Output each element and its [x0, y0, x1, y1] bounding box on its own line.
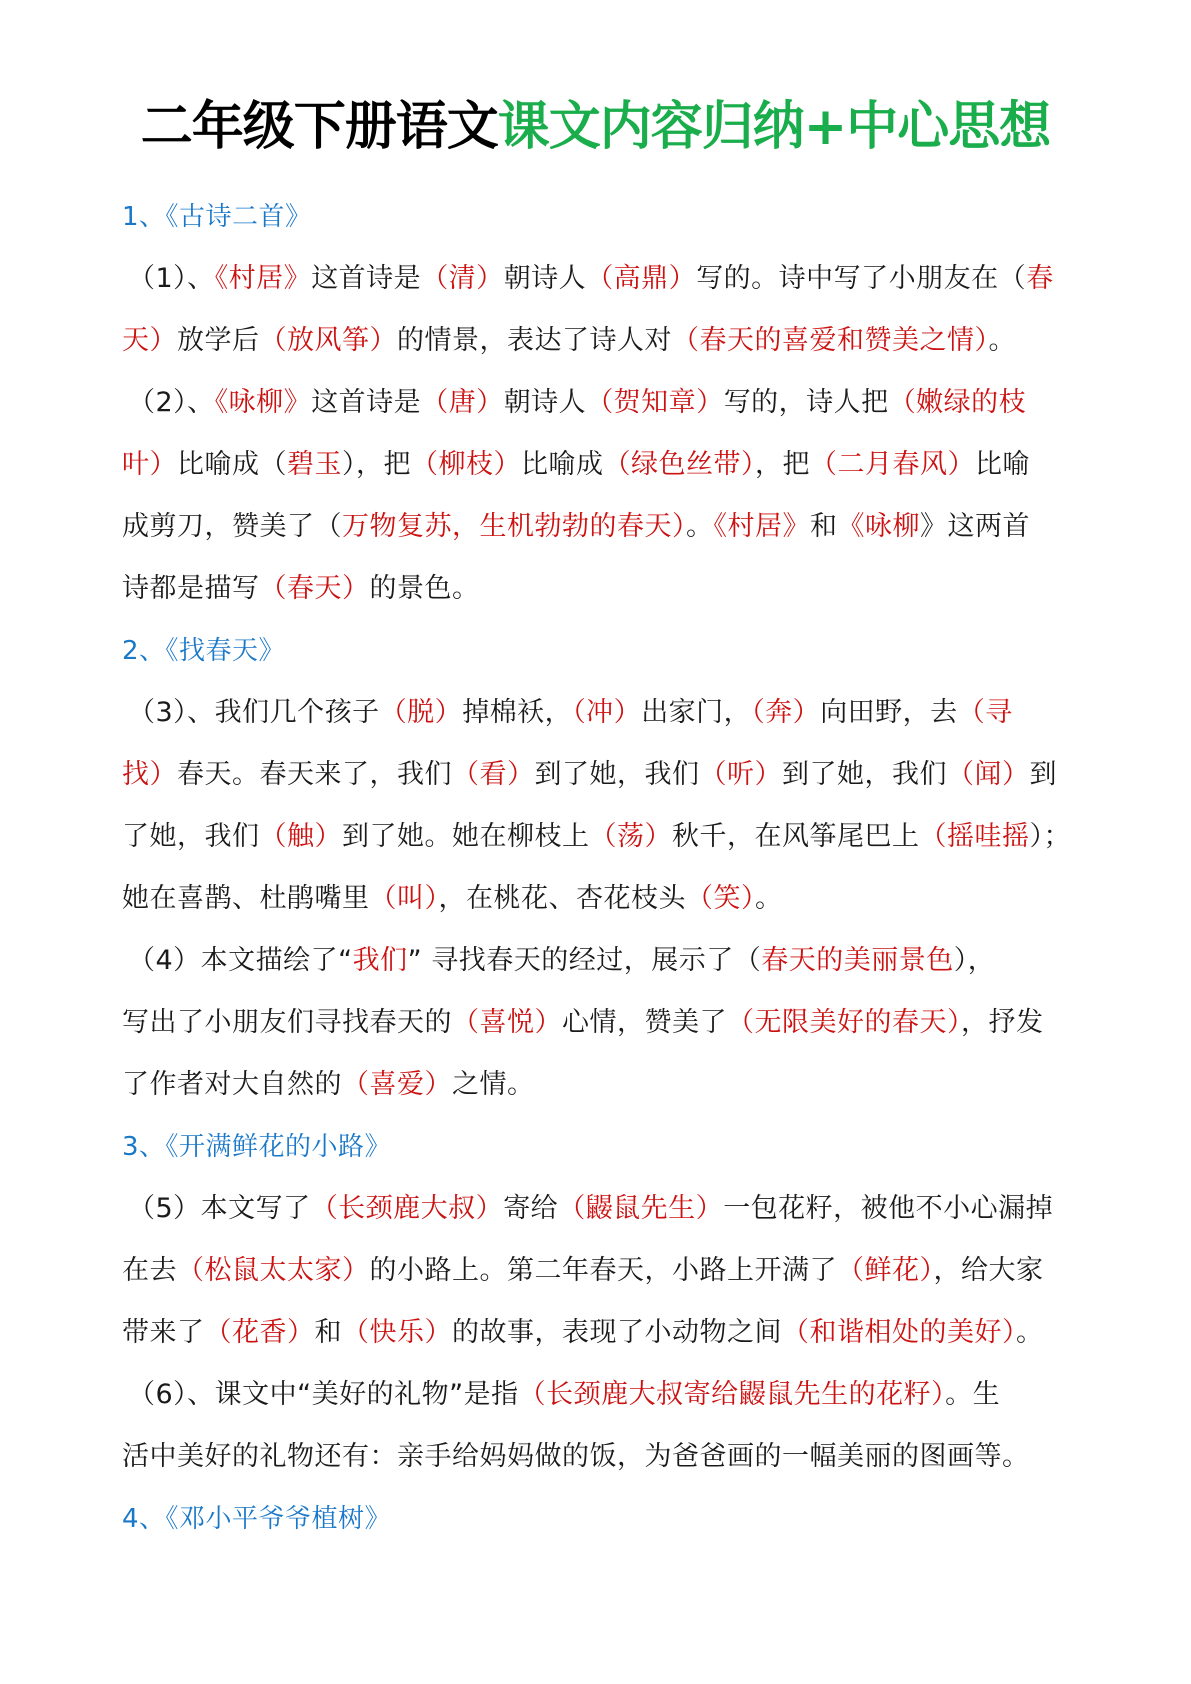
body-text: （4）本文描绘了“ [128, 945, 353, 976]
answer-text: （叫） [369, 883, 439, 914]
page-title-green: 课文内容归纳+中心思想 [497, 97, 1051, 157]
body-text: 和 [314, 1317, 342, 1348]
answer-text: （快乐） [342, 1317, 452, 1348]
page-title-black: 二年级下册语文 [140, 97, 498, 157]
body-text: ，在桃花、杏花枝头 [438, 883, 686, 914]
body-text: 成剪刀，赞美了（ [122, 511, 342, 542]
body-text: ）； [1029, 821, 1071, 852]
heading-text: 3、《开满鲜花的小路》 [122, 1132, 392, 1162]
body-text: 带来了 [122, 1317, 205, 1348]
body-text: （2）、 [128, 387, 215, 418]
answer-text: （鼹鼠先生） [558, 1193, 724, 1224]
answer-text: （春天的喜爱和赞美之情） [672, 325, 989, 356]
section-heading [122, 1488, 1082, 1550]
body-text: 比喻成 [521, 449, 604, 480]
text-line [122, 1178, 1082, 1240]
text-line [122, 248, 1082, 310]
body-text: 秋千，在风筝尾巴上 [672, 821, 920, 852]
body-text: 的小路上。第二年春天，小路上开满了 [369, 1255, 837, 1286]
body-text: 到了她，我们 [534, 759, 700, 790]
body-text: ” 寻找春天的经过，展示了（ [407, 945, 762, 976]
answer-text: （绿色丝带） [603, 449, 755, 480]
text-line [122, 1426, 1082, 1488]
answer-text: （喜悦） [452, 1007, 562, 1038]
section-heading [122, 1116, 1082, 1178]
body-text: 和 [810, 511, 838, 542]
answer-text: 万物复苏，生机勃勃的春天） [342, 511, 686, 542]
answer-text: （松鼠太太家） [177, 1255, 370, 1286]
body-text: 春天。春天来了，我们 [177, 759, 452, 790]
body-text: 在去 [122, 1255, 177, 1286]
answer-text: （花香） [204, 1317, 315, 1348]
answer-text: 春天的美丽景色 [761, 945, 954, 976]
answer-text: （听） [699, 759, 782, 790]
answer-text: 《村居》 [713, 511, 810, 542]
answer-text: （高鼎） [586, 263, 697, 294]
text-line [122, 930, 1082, 992]
text-line [122, 1364, 1082, 1426]
body-text: 这首诗是 [311, 387, 422, 418]
body-text: 朝诗人 [503, 387, 587, 418]
body-text: ，把 [755, 449, 810, 480]
body-text: 诗都是描写 [122, 573, 260, 604]
body-text: （5）本文写了 [128, 1193, 311, 1224]
answer-text: （清） [421, 263, 504, 294]
answer-text: （荡） [589, 821, 672, 852]
body-text: 。 [755, 883, 783, 914]
heading-text: 2、《找春天》 [122, 636, 286, 666]
body-text: 。 [1016, 1317, 1044, 1348]
answer-text: （放风筝） [259, 325, 397, 356]
heading-text: 1、《古诗二首》 [122, 202, 312, 232]
body-text: 掉棉袄， [462, 697, 573, 728]
body-text: （1）、 [128, 263, 215, 294]
answer-text: （看） [452, 759, 535, 790]
section-heading [122, 620, 1082, 682]
body-text: 一包花籽，被他不小心漏掉 [723, 1193, 1054, 1224]
body-text: 心情，赞美了 [562, 1007, 727, 1038]
answer-text: （冲） [572, 697, 642, 728]
answer-text: 春 [1026, 263, 1054, 294]
body-text: 的故事，表现了小动物之间 [452, 1317, 782, 1348]
text-line [122, 496, 1082, 558]
answer-text: （嫩绿的枝 [888, 387, 1027, 418]
answer-text: （奔） [751, 697, 821, 728]
answer-text: （唐） [421, 387, 504, 418]
body-text: 的景色。 [369, 573, 480, 604]
body-text: 到了她。她在柳枝上 [342, 821, 590, 852]
text-line [122, 992, 1082, 1054]
answer-text: （贺知章） [586, 387, 724, 418]
body-text: 之情。 [452, 1069, 535, 1100]
answer-text: （长颈鹿大叔寄给鼹鼠先生的花籽） [518, 1379, 946, 1410]
body-text: 向田野，去 [820, 697, 958, 728]
body-text: 写的，诗人把 [723, 387, 889, 418]
body-text: 》这两首 [920, 511, 1030, 542]
text-line [122, 868, 1082, 930]
text-line [122, 310, 1082, 372]
body-text: 出家门， [641, 697, 752, 728]
answer-text: 《咏柳 [837, 511, 920, 542]
body-text: 她在喜鹊、杜鹃嘴里 [122, 883, 370, 914]
body-text: ，给大家 [933, 1255, 1044, 1286]
body-text: 。生 [945, 1379, 1001, 1410]
body-text: 寄给 [503, 1193, 559, 1224]
body-text: 到 [1029, 759, 1057, 790]
answer-text: （寻 [957, 697, 1013, 728]
section-heading [122, 186, 1082, 248]
body-text: 。 [686, 511, 714, 542]
answer-text: （脱） [379, 697, 463, 728]
text-line [122, 1302, 1082, 1364]
body-text: ），把 [342, 449, 411, 480]
answer-text: （鲜花） [837, 1255, 934, 1286]
answer-text: （长颈鹿大叔） [310, 1193, 504, 1224]
body-text: 比喻 [975, 449, 1030, 480]
body-text: 写的。诗中写了小朋友在（ [696, 263, 1027, 294]
answer-text: （摇哇摇 [919, 821, 1030, 852]
answer-text: 《咏柳》 [214, 387, 312, 418]
answer-text: （春天） [259, 573, 370, 604]
answer-text: 《村居》 [214, 263, 312, 294]
answer-text: （触） [259, 821, 342, 852]
body-text: 活中美好的礼物还有：亲手给妈妈做的饭，为爸爸画的一幅美丽的图画等。 [122, 1441, 1030, 1472]
body-text: 放学后 [177, 325, 260, 356]
text-line [122, 558, 1082, 620]
answer-text: （喜爱） [342, 1069, 452, 1100]
text-line [122, 1054, 1082, 1116]
body-text: 。 [988, 325, 1016, 356]
text-line [122, 806, 1082, 868]
body-text: （3）、我们几个孩子 [128, 697, 380, 728]
body-text: 比喻成（ [177, 449, 287, 480]
answer-text: （无限美好的春天） [727, 1007, 961, 1038]
answer-text: 叶） [122, 449, 177, 480]
answer-text: （和谐相处的美好） [782, 1317, 1016, 1348]
text-line [122, 434, 1082, 496]
body-text: 朝诗人 [503, 263, 587, 294]
body-text: 了作者对大自然的 [122, 1069, 342, 1100]
text-line [122, 682, 1082, 744]
document-body [122, 186, 1082, 1550]
body-text: 这首诗是 [311, 263, 422, 294]
answer-text: （闻） [947, 759, 1030, 790]
answer-text: （柳枝） [411, 449, 521, 480]
answer-text: （笑） [686, 883, 755, 914]
body-text: ，抒发 [961, 1007, 1044, 1038]
answer-text: 找） [122, 759, 177, 790]
body-text: 到了她，我们 [782, 759, 947, 790]
heading-text: 4、《邓小平爷爷植树》 [122, 1504, 392, 1534]
body-text: 了她，我们 [122, 821, 260, 852]
answer-text: （二月春风） [810, 449, 975, 480]
text-line [122, 1240, 1082, 1302]
answer-text: 碧玉 [287, 449, 342, 480]
body-text: 写出了小朋友们寻找春天的 [122, 1007, 452, 1038]
text-line [122, 744, 1082, 806]
answer-text: 天） [122, 325, 177, 356]
page-title [0, 92, 1191, 162]
body-text: 的情景，表达了诗人对 [397, 325, 672, 356]
answer-text: 我们 [352, 945, 408, 976]
body-text: （6）、课文中“美好的礼物”是指 [128, 1379, 519, 1410]
body-text: ）， [953, 945, 996, 976]
text-line [122, 372, 1082, 434]
